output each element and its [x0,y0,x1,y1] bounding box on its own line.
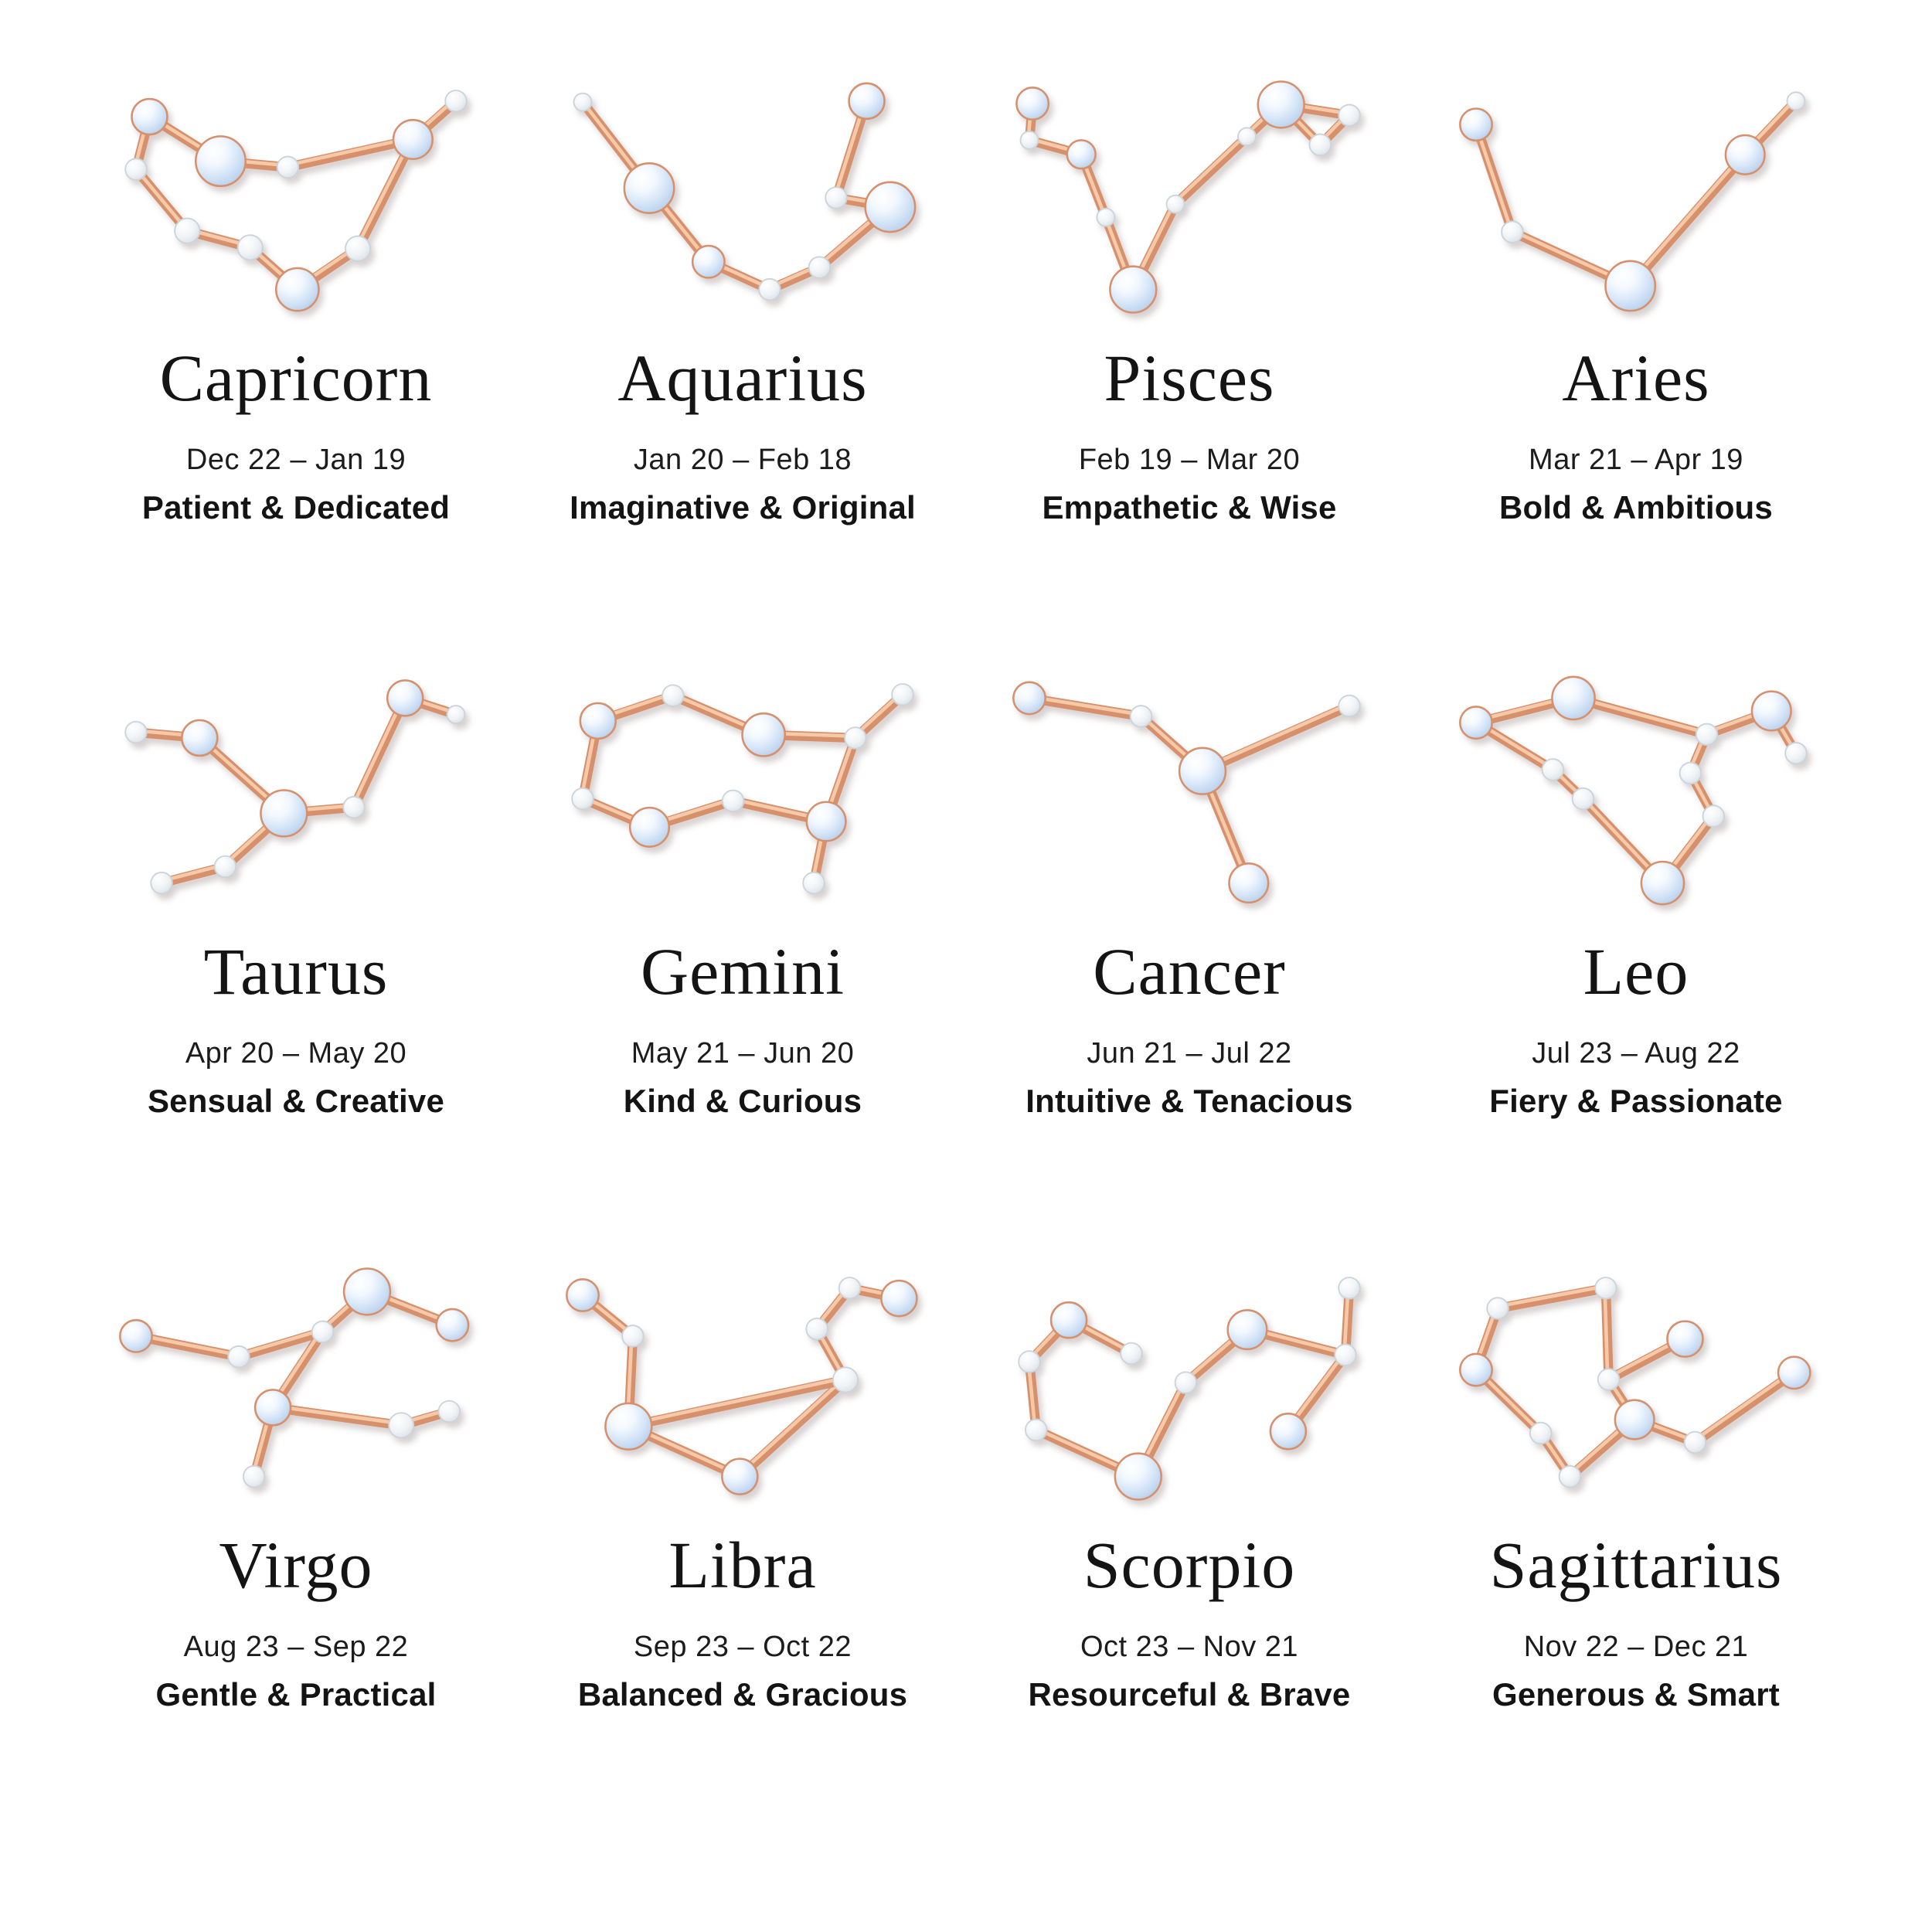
diamond-gem [389,1413,413,1437]
moonstone-gem [1726,135,1765,175]
diamond-gem [277,157,299,179]
diamond-gem [345,236,370,261]
moonstone-gem [1667,1321,1702,1357]
diamond-gem [839,1277,861,1299]
sign-traits: Balanced & Gracious [577,1676,908,1713]
sign-traits: Bold & Ambitious [1499,489,1773,526]
moonstone-gem [1179,748,1226,794]
diamond-gem [125,158,147,180]
sign-dates: Feb 19 – Mar 20 [1078,444,1301,476]
moonstone-gem [276,268,318,311]
constellation-svg [560,1260,925,1509]
zodiac-card [519,1224,966,1818]
zodiac-card [73,1224,519,1818]
zodiac-card [519,631,966,1224]
diamond-gem [1021,131,1039,149]
sign-dates: Aug 23 – Sep 22 [183,1631,409,1663]
constellation-bar-highlight [1629,153,1744,284]
diamond-gem [574,94,592,111]
constellation-art [988,1224,1390,1509]
moonstone-gem [1641,862,1684,904]
moonstone-gem [1115,1454,1162,1500]
diamond-gem [572,788,594,810]
moonstone-gem [182,720,217,756]
sign-traits: Fiery & Passionate [1489,1083,1783,1119]
constellation-svg [114,1260,478,1509]
diamond-gem [215,856,236,878]
moonstone-gem [1270,1413,1306,1449]
diamond-gem [1696,724,1718,746]
constellation-art [988,37,1390,321]
diamond-gem [1338,1277,1360,1299]
sign-name: Scorpio [1083,1528,1296,1602]
diamond-gem [662,685,684,706]
diamond-gem [1487,1298,1509,1319]
sign-dates: Dec 22 – Jan 19 [185,444,406,476]
diamond-gem [445,90,467,112]
constellation-svg [1454,73,1818,321]
diamond-gem [1121,1343,1142,1365]
sign-traits: Sensual & Creative [147,1083,445,1119]
zodiac-card [966,1224,1413,1818]
moonstone-gem [1605,261,1655,311]
diamond-gem [1702,805,1724,827]
moonstone-gem [1258,82,1304,128]
diamond-gem [1598,1369,1620,1390]
constellation-art [1435,37,1837,321]
constellation-svg [1007,73,1372,321]
diamond-gem [151,872,172,894]
constellation-art [95,37,497,321]
constellation-bar [1631,155,1746,286]
moonstone-gem [1230,863,1269,903]
sign-name: Leo [1583,934,1689,1009]
sign-dates: Apr 20 – May 20 [185,1037,407,1070]
diamond-gem [622,1325,644,1347]
moonstone-gem [566,1279,598,1311]
moonstone-gem [849,83,885,119]
diamond-gem [228,1346,250,1368]
constellation-svg [1007,1260,1372,1509]
diamond-gem [806,1318,828,1340]
moonstone-gem [605,1403,651,1450]
constellation-bar-highlight [1497,1287,1605,1307]
moonstone-gem [255,1389,291,1425]
moonstone-gem [722,1459,757,1495]
diamond-gem [1175,1372,1197,1393]
constellation-bar [1695,1372,1794,1442]
sign-dates: Jun 21 – Jul 22 [1087,1037,1292,1070]
diamond-gem [1019,1351,1040,1372]
moonstone-gem [1067,140,1096,168]
sign-traits: Kind & Curious [623,1083,862,1119]
diamond-gem [175,219,199,243]
moonstone-gem [1228,1310,1267,1349]
diamond-gem [1685,1432,1706,1454]
zodiac-card [73,37,519,631]
constellation-bar [1498,1288,1606,1308]
constellation-bar-highlight [1694,1371,1793,1440]
diamond-gem [833,1367,858,1392]
diamond-gem [1338,696,1360,717]
diamond-gem [1502,221,1523,243]
sign-traits: Patient & Dedicated [141,489,451,526]
zodiac-card [966,631,1413,1224]
moonstone-gem [1460,108,1492,140]
diamond-gem [343,797,365,818]
diamond-gem [238,235,263,260]
moonstone-gem [881,1281,917,1316]
diamond-gem [1787,92,1805,110]
diamond-gem [1543,759,1564,781]
diamond-gem [1131,706,1152,727]
moonstone-gem [1752,692,1791,731]
sign-name: Sagittarius [1489,1528,1783,1602]
diamond-gem [1560,1466,1581,1488]
diamond-gem [1335,1344,1356,1366]
moonstone-gem [1460,706,1492,738]
sign-name: Virgo [219,1528,373,1602]
constellation-bar-highlight [1175,135,1246,202]
constellation-bar [1175,137,1247,204]
sign-traits: Generous & Smart [1492,1676,1780,1713]
moonstone-gem [344,1269,390,1315]
diamond-gem [438,1401,460,1423]
zodiac-card [1413,631,1859,1224]
zodiac-card [1413,37,1859,631]
moonstone-gem [624,163,674,213]
sign-name: Pisces [1104,341,1275,415]
diamond-gem [447,706,465,723]
constellation-svg [560,666,925,915]
sign-name: Libra [668,1528,817,1602]
constellation-svg [114,666,478,915]
sign-name: Capricorn [159,341,433,415]
constellation-art [542,1224,944,1509]
moonstone-gem [1051,1302,1087,1338]
constellation-art [95,631,497,915]
sign-traits: Intuitive & Tenacious [1026,1083,1353,1119]
constellation-svg [114,73,478,321]
diamond-gem [1309,134,1331,156]
sign-traits: Gentle & Practical [155,1676,437,1713]
diamond-gem [845,727,866,749]
sign-traits: Imaginative & Original [570,489,916,526]
sign-dates: Jul 23 – Aug 22 [1532,1037,1740,1070]
zodiac-card [73,631,519,1224]
moonstone-gem [1016,87,1048,119]
sign-dates: May 21 – Jun 20 [631,1037,855,1070]
moonstone-gem [866,182,915,232]
sign-name: Gemini [641,934,845,1009]
constellation-art [542,37,944,321]
moonstone-gem [131,99,167,134]
diamond-gem [1573,788,1594,810]
moonstone-gem [743,713,785,756]
diamond-gem [759,279,781,301]
sign-dates: Sep 23 – Oct 22 [633,1631,852,1663]
constellation-art [1435,631,1837,915]
moonstone-gem [393,120,433,159]
moonstone-gem [1013,682,1045,714]
moonstone-gem [580,703,616,739]
zodiac-card [519,37,966,631]
diamond-gem [803,872,825,894]
diamond-gem [1338,104,1360,126]
zodiac-card [966,37,1413,631]
sign-dates: Mar 21 – Apr 19 [1529,444,1743,476]
moonstone-gem [1615,1400,1655,1440]
constellation-svg [1454,1260,1818,1509]
diamond-gem [1595,1277,1617,1299]
diamond-gem [1026,1420,1047,1441]
diamond-gem [1530,1423,1552,1444]
moonstone-gem [1552,677,1594,719]
diamond-gem [1238,128,1256,145]
sign-name: Cancer [1093,934,1286,1009]
constellation-svg [1454,666,1818,915]
diamond-gem [825,187,847,209]
sign-traits: Resourceful & Brave [1028,1676,1351,1713]
sign-traits: Empathetic & Wise [1042,489,1337,526]
diamond-gem [1097,209,1114,226]
diamond-gem [1785,743,1807,764]
diamond-gem [723,791,744,812]
moonstone-gem [807,802,846,842]
moonstone-gem [437,1309,468,1341]
moonstone-gem [196,136,245,185]
constellation-art [542,631,944,915]
constellation-svg [560,73,925,321]
moonstone-gem [1778,1357,1810,1389]
diamond-gem [125,722,147,743]
constellation-bar [1202,706,1349,771]
constellation-bar-highlight [628,1378,845,1424]
sign-dates: Jan 20 – Feb 18 [633,444,852,476]
moonstone-gem [1110,267,1156,313]
moonstone-gem [260,791,307,837]
constellation-art [988,631,1390,915]
moonstone-gem [387,680,423,716]
moonstone-gem [692,246,724,277]
diamond-gem [809,257,831,278]
diamond-gem [892,684,913,706]
moonstone-gem [630,808,669,847]
zodiac-card [1413,1224,1859,1818]
moonstone-gem [1460,1354,1492,1386]
sign-dates: Nov 22 – Dec 21 [1523,1631,1749,1663]
constellation-svg [1007,666,1372,915]
sign-name: Taurus [203,934,389,1009]
diamond-gem [1167,196,1185,213]
diamond-gem [312,1321,334,1343]
constellation-art [1435,1224,1837,1509]
sign-name: Aries [1562,341,1710,415]
diamond-gem [243,1466,265,1488]
sign-name: Aquarius [617,341,868,415]
constellation-art [95,1224,497,1509]
diamond-gem [1680,763,1702,784]
sign-dates: Oct 23 – Nov 21 [1080,1631,1299,1663]
moonstone-gem [120,1320,151,1352]
